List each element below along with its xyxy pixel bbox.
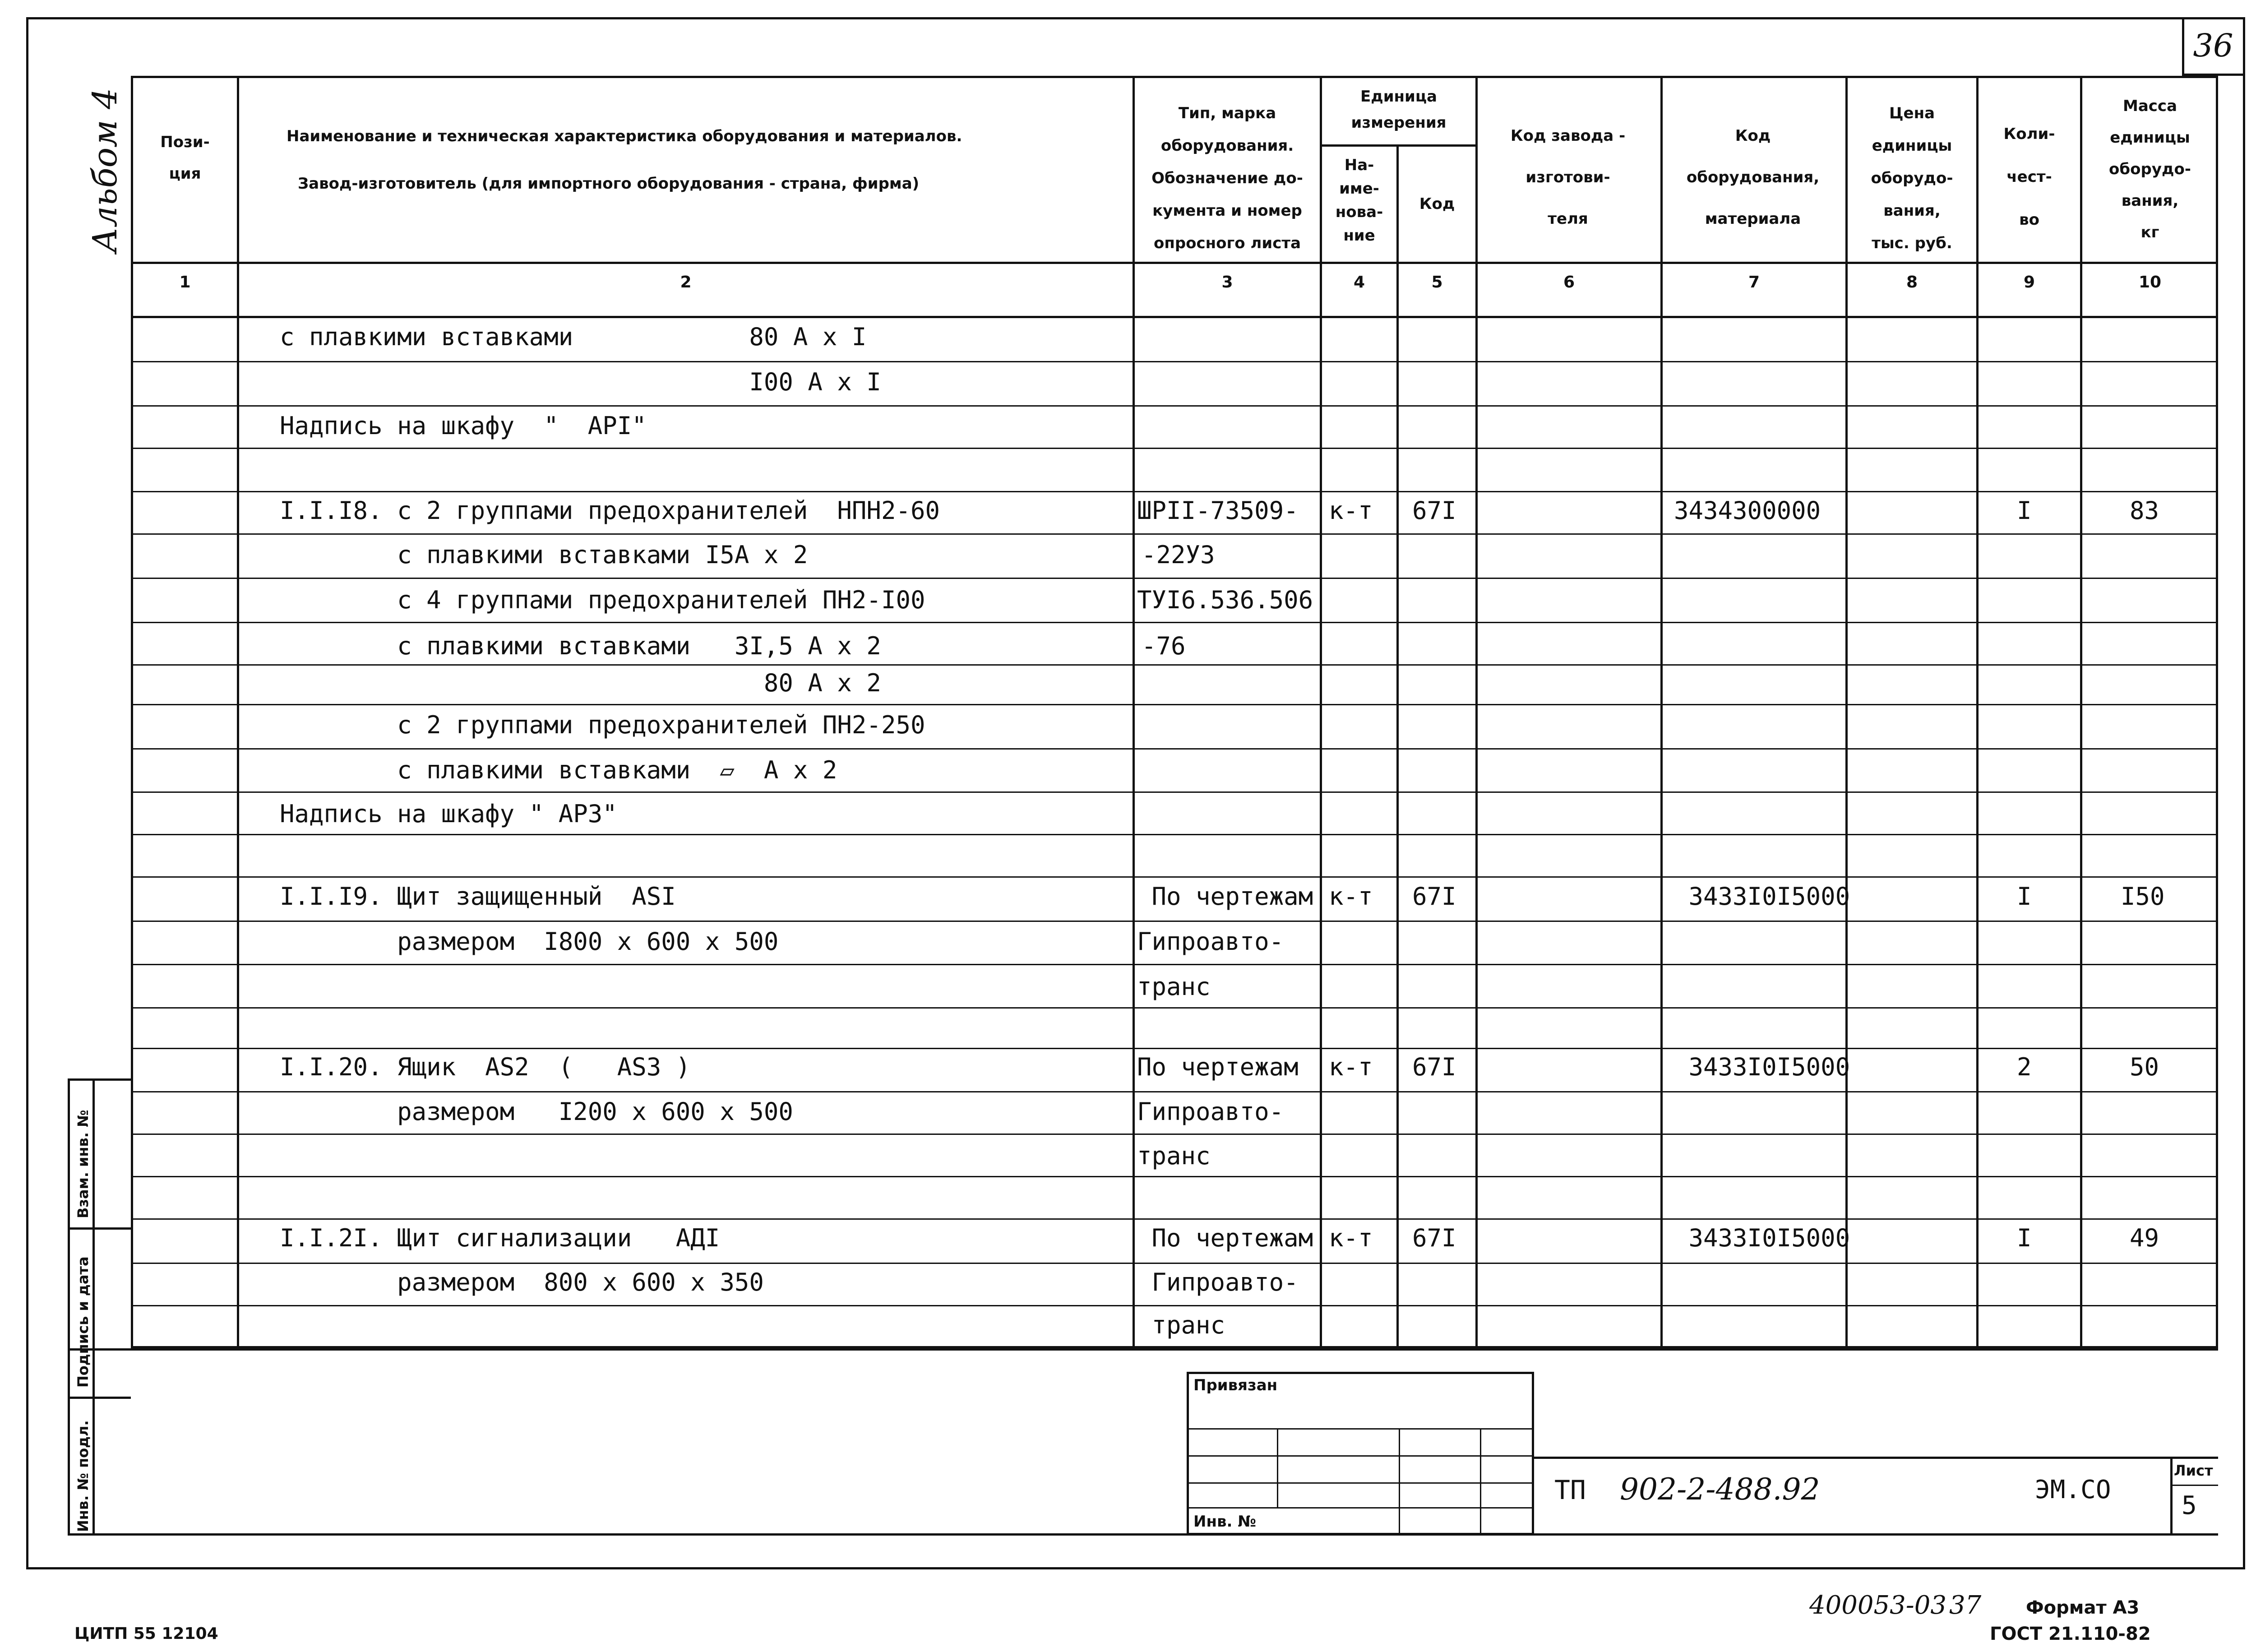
order-code: 400053-03 xyxy=(1809,1591,1946,1620)
header-name-line2: Завод-изготовитель (для импортного оборудования - страна, фирма) xyxy=(298,175,920,193)
header-quantity: Коли- чест- во xyxy=(2003,125,2055,229)
col-line xyxy=(1133,76,1135,1348)
row-type: Гипроавто- xyxy=(1137,1268,1299,1296)
row-name: размером 800 х 600 х 350 xyxy=(280,1268,764,1296)
project-prefix: ТП xyxy=(1554,1475,1586,1505)
header-price: Цена единицы оборудо- вания, тыс. руб. xyxy=(1871,104,1953,252)
row-line xyxy=(131,834,2218,835)
footer-left-code: ЦИТП 55 12104 xyxy=(74,1624,218,1643)
project-code: 902-2-488.92 xyxy=(1620,1472,1820,1507)
header-mass: Масса единицы оборудо- вания, кг xyxy=(2109,97,2191,241)
row-name: I00 А х I xyxy=(280,368,881,396)
row-name: размером I800 х 600 х 500 xyxy=(280,927,779,956)
row-type: -22У3 xyxy=(1142,541,1215,569)
order-page: 37 xyxy=(1949,1591,1982,1620)
row-unit-code: 67I xyxy=(1412,1224,1456,1252)
album-label: Альбом 4 xyxy=(86,88,125,253)
row-name: I.I.2I. Щит сигнализации АДI xyxy=(280,1224,720,1252)
column-number: 9 xyxy=(2023,273,2035,292)
inv-no-label: Инв. № xyxy=(1193,1513,1257,1531)
column-number: 7 xyxy=(1748,273,1760,292)
column-number: 8 xyxy=(1906,273,1918,292)
row-unit-code: 67I xyxy=(1412,882,1456,911)
col-line xyxy=(1475,76,1478,1348)
row-line xyxy=(131,533,2218,535)
row-line xyxy=(131,1048,2218,1049)
header-unit-name: На- име- нова- ние xyxy=(1335,156,1383,245)
row-name: Надпись на шкафу " АРI" xyxy=(280,412,647,440)
row-name: Надпись на шкафу " АР3" xyxy=(280,800,617,828)
side-strip-divider xyxy=(68,1397,131,1399)
column-number: 1 xyxy=(179,273,191,292)
side-strip-split xyxy=(92,1078,95,1536)
row-type: -76 xyxy=(1142,632,1186,660)
header-name-line1: Наименование и техническая характеристика оборудования и материалов. xyxy=(287,127,962,145)
colnum-bottom-line xyxy=(131,316,2218,318)
col-line xyxy=(1976,76,1979,1348)
row-line xyxy=(131,748,2218,750)
header-plant-code: Код завода - изготови- теля xyxy=(1510,127,1626,228)
row-name: с плавкими вставками 3I,5 А х 2 xyxy=(280,632,881,660)
row-type: По чертежам xyxy=(1137,1053,1299,1081)
row-mass: I50 xyxy=(2121,882,2165,911)
row-line xyxy=(131,664,2218,666)
col-line xyxy=(1396,144,1399,1348)
row-name: 80 А х 2 xyxy=(280,669,881,697)
row-unit-code: 67I xyxy=(1412,496,1456,525)
row-type: ШРII-73509- xyxy=(1137,496,1299,525)
column-number: 3 xyxy=(1221,273,1233,292)
row-type: ТУI6.536.506 xyxy=(1137,586,1313,614)
side-label-replaced-inv: Взам. инв. № xyxy=(74,1110,92,1218)
row-line xyxy=(131,876,2218,878)
header-equipment-code: Код оборудования, материала xyxy=(1686,127,1820,228)
col-line xyxy=(1845,76,1848,1348)
row-line xyxy=(131,964,2218,965)
privyazan-col xyxy=(1480,1428,1481,1534)
row-unit: к-т xyxy=(1329,496,1373,525)
column-number: 5 xyxy=(1431,273,1443,292)
bottom-block-top xyxy=(68,1348,2218,1351)
row-quantity: I xyxy=(2017,1224,2032,1252)
side-strip-divider xyxy=(68,1227,131,1230)
sheet-label: Лист xyxy=(2174,1462,2213,1479)
row-line xyxy=(131,921,2218,922)
row-name: с плавкими вставками I5А х 2 xyxy=(280,541,808,569)
header-type: Тип, марка оборудования. Обозначение до- кумента и номер опросного листа xyxy=(1151,104,1303,252)
header-position: Пози- ция xyxy=(160,133,210,183)
row-line xyxy=(131,1218,2218,1220)
sheet-number: 5 xyxy=(2182,1491,2197,1520)
row-line xyxy=(131,704,2218,705)
row-name: с плавкими вставками ▱ А х 2 xyxy=(280,756,837,784)
col-line xyxy=(1320,76,1322,1348)
privyazan-line xyxy=(1187,1507,1534,1509)
row-line xyxy=(131,1091,2218,1092)
side-label-original-inv: Инв. № подл. xyxy=(74,1420,92,1532)
row-equipment-code: 3433I0I5000 xyxy=(1674,1053,1850,1081)
row-type: транс xyxy=(1137,1311,1225,1339)
privyazan-col xyxy=(1399,1428,1400,1534)
col-line xyxy=(1660,76,1663,1348)
row-line xyxy=(131,1134,2218,1135)
row-unit: к-т xyxy=(1329,1053,1373,1081)
sheet-box-split xyxy=(2170,1485,2218,1486)
row-equipment-code: 3434300000 xyxy=(1674,496,1821,525)
unit-split-line xyxy=(1320,144,1475,147)
privyazan-line xyxy=(1187,1455,1534,1457)
side-strip-top xyxy=(68,1078,131,1081)
header-unit: Единица измерения xyxy=(1351,88,1447,132)
row-line xyxy=(131,361,2218,362)
title-stamp-top xyxy=(1534,1457,2218,1459)
row-mass: 50 xyxy=(2130,1053,2159,1081)
row-unit: к-т xyxy=(1329,882,1373,911)
column-number: 6 xyxy=(1563,273,1575,292)
row-quantity: I xyxy=(2017,496,2032,525)
row-unit: к-т xyxy=(1329,1224,1373,1252)
row-name: с 2 группами предохранителей ПН2-250 xyxy=(280,711,925,739)
row-line xyxy=(131,1305,2218,1306)
row-mass: 83 xyxy=(2130,496,2159,525)
row-name: с 4 группами предохранителей ПН2-I00 xyxy=(280,586,925,614)
column-number: 10 xyxy=(2138,273,2162,292)
row-line xyxy=(131,448,2218,449)
row-type: Гипроавто- xyxy=(1137,927,1284,956)
row-unit-code: 67I xyxy=(1412,1053,1456,1081)
row-line xyxy=(131,1263,2218,1264)
side-label-signature-date: Подпись и дата xyxy=(74,1256,92,1388)
row-type: По чертежам xyxy=(1137,1224,1313,1252)
row-line xyxy=(131,578,2218,579)
format-label: Формат А3 xyxy=(2026,1597,2140,1618)
header-unit-code: Код xyxy=(1419,195,1455,213)
row-mass: 49 xyxy=(2130,1224,2159,1252)
row-line xyxy=(131,1007,2218,1009)
privyazan-line xyxy=(1187,1482,1534,1484)
row-quantity: I xyxy=(2017,882,2032,911)
col-line xyxy=(2080,76,2082,1348)
row-name: I.I.I9. Щит защищенный АSI xyxy=(280,882,676,911)
row-type: транс xyxy=(1137,1142,1211,1170)
sheet-box-left xyxy=(2170,1457,2173,1533)
row-equipment-code: 3433I0I5000 xyxy=(1674,1224,1850,1252)
privyazan-block xyxy=(1187,1372,1534,1535)
row-type: По чертежам xyxy=(1137,882,1313,911)
row-equipment-code: 3433I0I5000 xyxy=(1674,882,1850,911)
row-type: Гипроавто- xyxy=(1137,1097,1284,1126)
column-number: 2 xyxy=(680,273,692,292)
row-name: размером I200 х 600 х 500 xyxy=(280,1097,793,1126)
col-line xyxy=(237,76,239,1348)
gost-label: ГОСТ 21.110-82 xyxy=(1990,1624,2151,1644)
page-mark: 36 xyxy=(2193,27,2233,64)
row-line xyxy=(131,622,2218,623)
row-line xyxy=(131,405,2218,407)
privyazan-col xyxy=(1277,1428,1278,1507)
bottom-left-edge xyxy=(68,1078,70,1536)
row-name: I.I.20. Ящик АS2 ( АS3 ) xyxy=(280,1053,691,1081)
bottom-block-bottom xyxy=(68,1533,2218,1536)
row-name: с плавкими вставками 80 А х I xyxy=(280,323,867,351)
row-line xyxy=(131,1176,2218,1177)
row-quantity: 2 xyxy=(2017,1053,2032,1081)
row-line xyxy=(131,491,2218,492)
column-number: 4 xyxy=(1353,273,1365,292)
privyazan-line xyxy=(1187,1428,1534,1430)
privyazan-label: Привязан xyxy=(1193,1376,1278,1394)
doc-code: ЭМ.СО xyxy=(2035,1475,2111,1504)
header-bottom-line xyxy=(131,262,2218,264)
row-type: транс xyxy=(1137,972,1211,1001)
row-name: I.I.I8. с 2 группами предохранителей НПН2-60 xyxy=(280,496,940,525)
row-line xyxy=(131,791,2218,793)
